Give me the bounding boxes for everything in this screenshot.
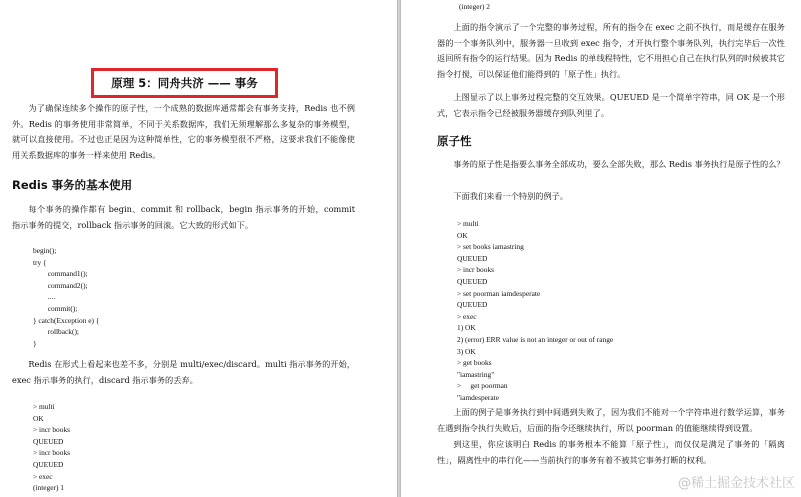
section-heading-atomicity: 原子性 xyxy=(437,134,472,148)
code-line: QUEUED xyxy=(457,253,488,263)
code-line: > multi xyxy=(33,402,55,411)
paragraph-exec-explained: 上面的指令演示了一个完整的事务过程，所有的指令在 exec 之前不执行，而是缓存在服务器的一个事务队列中，服务器一旦收到 exec 指令，才开执行整个事务队列，执行完毕后一次性返回所有指令的运行结果。因为 Redis 的单线程特性，它不用担心自己在执行队列的时候被其它指令打搅，可以保证他们能得到的「原子性」执行。 xyxy=(437,22,785,79)
watermark xyxy=(678,472,795,491)
code-line: > set books iamastring xyxy=(457,242,524,252)
code-line: QUEUED xyxy=(33,459,64,469)
left-page xyxy=(0,0,396,497)
code-line: 2) (error) ERR value is not an integer or out of range xyxy=(457,334,614,344)
chapter-title: 原理 5：同舟共济 —— 事务 xyxy=(111,76,258,90)
code-line: command1(); xyxy=(33,269,88,279)
code-top-fragment: (integer) 2 xyxy=(459,2,490,11)
code-line: > incr books xyxy=(457,265,495,275)
code-line: > multi xyxy=(457,219,479,228)
code-line: > incr books xyxy=(33,425,71,435)
code-line: > get books xyxy=(457,358,492,368)
code-line: try { xyxy=(33,257,47,267)
code-line: 3) OK xyxy=(457,346,476,356)
intro-paragraph: 为了确保连续多个操作的原子性，一个成熟的数据库通常都会有事务支持，Redis 也不例外。Redis 的事务使用非常简单，不同于关系数据库，我们无须理解那么多复杂的事务模型，就可以直接使用。不过也正是因为这种简单性，它的事务模型很不严格，这要求我们不能像使用关系数据库的事务一样来使用 Redis。 xyxy=(12,103,355,160)
code-line: QUEUED xyxy=(457,276,488,286)
title-highlight-box xyxy=(91,68,278,98)
code-line: OK xyxy=(33,413,44,423)
code-line: "iamdesperate xyxy=(457,392,500,402)
paragraph-begin-commit: 每个事务的操作都有 begin、commit 和 rollback，begin 指示事务的开始，commit 指示事务的提交，rollback 指示事务的回滚。它大致的形式如下。 xyxy=(12,204,355,230)
code-line: command2(); xyxy=(33,280,88,290)
code-line: 1) OK xyxy=(457,323,476,333)
paragraph-failure-explained: 上面的例子是事务执行到中间遇到失败了，因为我们不能对一个字符串进行数学运算，事务在遇到指令执行失败后，后面的指令还继续执行，所以 poorman 的值能继续得到设置。 xyxy=(437,407,785,433)
watermark-text: @稀土掘金技术社区 xyxy=(677,476,795,491)
code-line: > exec xyxy=(457,311,477,321)
section-heading-basic-usage: Redis 事务的基本使用 xyxy=(12,178,133,192)
paragraph-queued: 上图显示了以上事务过程完整的交互效果。QUEUED 是一个简单字符串，同 OK 是一个形式，它表示指令已经被服务器缓存到队列里了。 xyxy=(437,92,785,118)
code-line: (integer) 1 xyxy=(33,483,64,493)
paragraph-multi-exec: Redis 在形式上看起来也差不多，分别是 multi/exec/discard。multi 指示事务的开始，exec 指示事务的执行，discard 指示事务的丢弃。 xyxy=(12,359,355,385)
code-block-atomicity-example xyxy=(457,218,613,404)
code-line: > incr books xyxy=(33,448,71,458)
code-line: QUEUED xyxy=(457,300,488,310)
code-line: > set poorman iamdesperate xyxy=(457,288,541,298)
code-line: .... xyxy=(33,292,56,302)
code-line: OK xyxy=(457,230,468,240)
code-line: "iamastring" xyxy=(457,369,495,379)
code-line: QUEUED xyxy=(33,436,64,446)
paragraph-atomicity-question: 事务的原子性是指要么事务全部成功，要么全部失败，那么 Redis 事务执行是原子性的么？ xyxy=(453,159,785,169)
code-block-transaction-form xyxy=(33,245,99,349)
code-line: begin(); xyxy=(33,246,57,255)
code-line: } xyxy=(33,338,37,348)
code-block-redis-multi xyxy=(33,401,70,494)
code-line: > exec xyxy=(33,471,53,481)
right-page xyxy=(402,0,801,497)
code-line: > get poorman xyxy=(457,381,508,391)
code-line: } catch(Exception e) { xyxy=(33,315,100,325)
page-divider xyxy=(397,0,401,497)
code-line: commit(); xyxy=(33,303,78,313)
code-line: rollback(); xyxy=(33,327,79,337)
paragraph-isolation: 到这里，你应该明白 Redis 的事务根本不能算「原子性」，而仅仅是满足了事务的「隔离性」，隔离性中的串行化——当前执行的事务有着不被其它事务打断的权利。 xyxy=(437,439,785,465)
paragraph-example-intro: 下面我们来看一个特别的例子。 xyxy=(453,191,569,201)
